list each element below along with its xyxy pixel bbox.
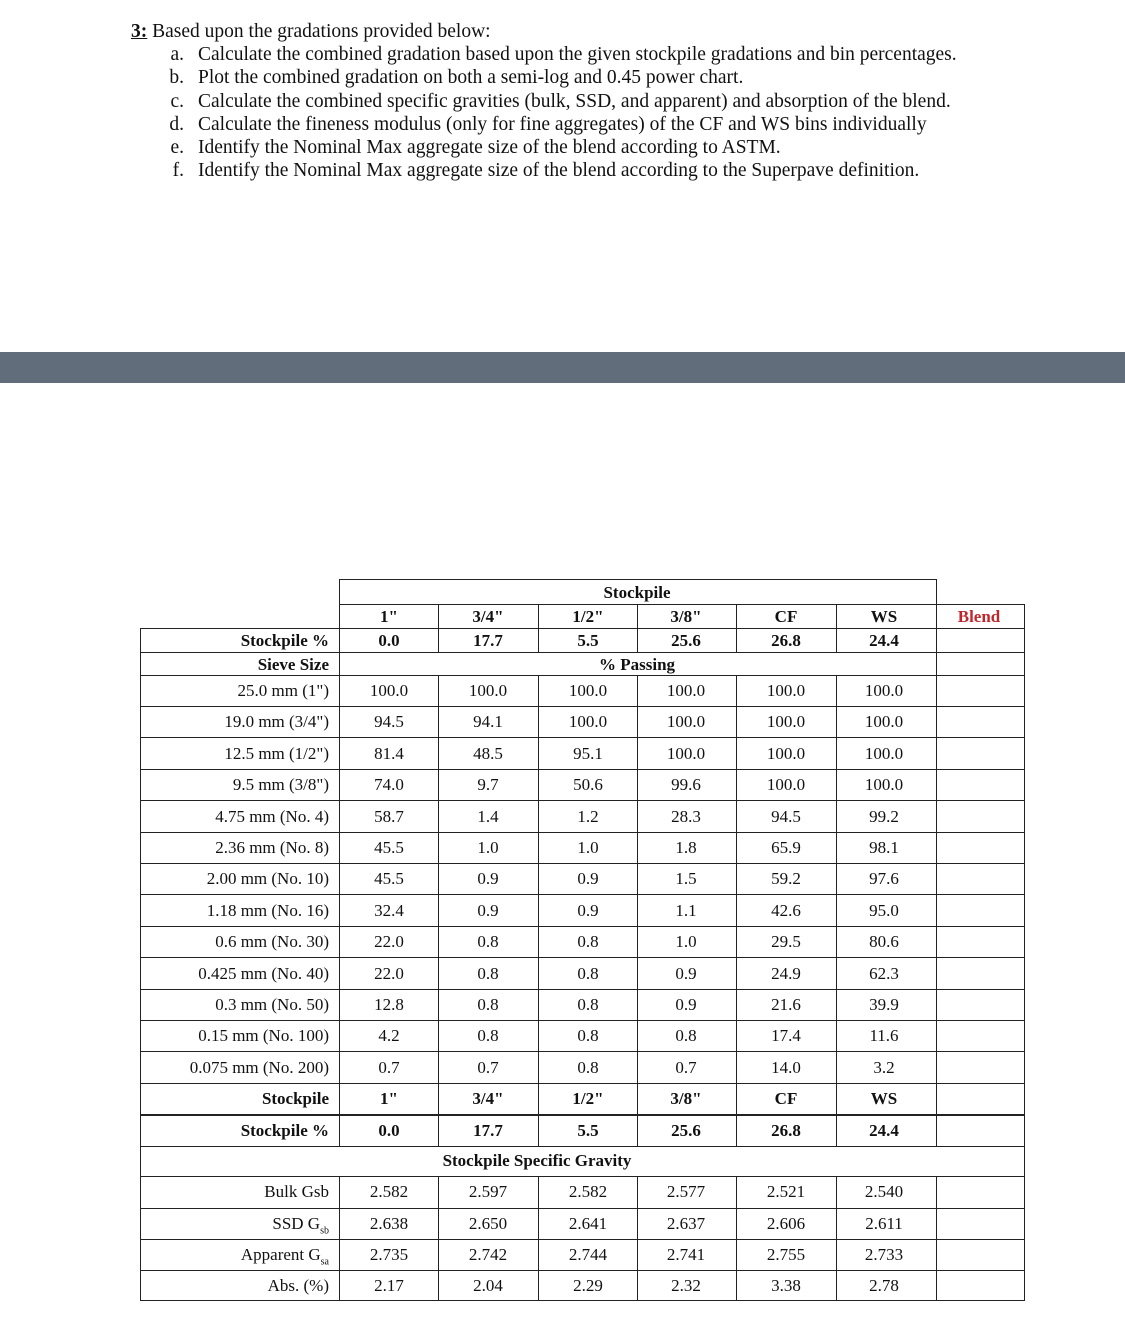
percent-passing-value: 100.0	[864, 712, 904, 731]
percent-passing-value: 0.7	[477, 1058, 499, 1077]
table-rule	[637, 1176, 638, 1301]
stockpile-group-header: Stockpile	[603, 583, 671, 602]
specific-gravity-label: Abs. (%)	[267, 1276, 329, 1295]
table-rule	[1024, 604, 1025, 1301]
table-rule	[339, 604, 1024, 605]
percent-passing-value: 1.5	[675, 869, 697, 888]
problem-number: 3:	[131, 21, 148, 42]
stockpile-percent: 5.5	[577, 1121, 599, 1140]
percent-passing-value: 4.2	[378, 1026, 400, 1045]
specific-gravity-value: 2.742	[468, 1245, 508, 1264]
table-rule	[140, 706, 1024, 707]
stockpile-name: 1"	[380, 1089, 398, 1108]
percent-passing-value: 0.9	[477, 869, 499, 888]
percent-passing-value: 100.0	[468, 681, 508, 700]
specific-gravity-value: 2.606	[766, 1214, 806, 1233]
percent-passing-value: 50.6	[573, 775, 603, 794]
stockpile-name: 3/4"	[472, 1089, 504, 1108]
percent-passing-value: 48.5	[473, 744, 503, 763]
percent-passing-value: 100.0	[666, 681, 706, 700]
percent-passing-value: 95.0	[869, 901, 899, 920]
specific-gravity-value: 2.733	[864, 1245, 904, 1264]
sieve-size: 0.3 mm (No. 50)	[215, 995, 329, 1014]
specific-gravity-value: 2.78	[869, 1276, 899, 1295]
percent-passing-value: 1.2	[577, 807, 599, 826]
percent-passing-value: 0.7	[378, 1058, 400, 1077]
table-rule	[140, 769, 1024, 770]
table-rule	[140, 737, 1024, 738]
specific-gravity-value: 2.641	[568, 1214, 608, 1233]
sieve-size: 0.15 mm (No. 100)	[198, 1026, 329, 1045]
percent-passing-value: 24.9	[771, 964, 801, 983]
table-rule	[140, 675, 1024, 676]
percent-passing-value: 95.1	[573, 744, 603, 763]
specific-gravity-value: 3.38	[771, 1276, 801, 1295]
stockpile-percent: 24.4	[869, 631, 899, 650]
table-rule	[140, 832, 1024, 833]
percent-passing-value: 12.8	[374, 995, 404, 1014]
sieve-size: 0.425 mm (No. 40)	[198, 964, 329, 983]
stockpile-percent: 25.6	[671, 631, 701, 650]
table-rule	[936, 579, 937, 1147]
stockpile-name-header: 1/2"	[572, 607, 604, 626]
percent-passing-value: 99.6	[671, 775, 701, 794]
blend-header: Blend	[957, 607, 1001, 626]
stockpile-label: Stockpile	[261, 1089, 329, 1108]
percent-passing-value: 0.7	[675, 1058, 697, 1077]
specific-gravity-value: 2.637	[666, 1214, 706, 1233]
percent-passing-value: 0.9	[675, 964, 697, 983]
sieve-size: 2.36 mm (No. 8)	[215, 838, 329, 857]
specific-gravity-value: 2.582	[369, 1182, 409, 1201]
percent-passing-value: 1.8	[675, 838, 697, 857]
specific-gravity-label: Apparent $G_{sa}$	[240, 1245, 329, 1268]
table-rule	[736, 604, 737, 652]
table-rule	[140, 628, 141, 1301]
stockpile-name: 1/2"	[572, 1089, 604, 1108]
percent-passing-value: 0.8	[477, 932, 499, 951]
table-rule	[140, 1083, 1024, 1084]
specific-gravity-value: 2.597	[468, 1182, 508, 1201]
problem-intro: Based upon the gradations provided below:	[152, 21, 491, 42]
specific-gravity-label: Bulk Gsb	[264, 1182, 329, 1201]
percent-passing-value: 100.0	[766, 712, 806, 731]
percent-passing-value: 22.0	[374, 964, 404, 983]
percent-passing-value: 45.5	[374, 869, 404, 888]
percent-passing-value: 14.0	[771, 1058, 801, 1077]
specific-gravity-value: 2.32	[671, 1276, 701, 1295]
table-rule	[736, 1176, 737, 1301]
specific-gravity-value: 2.650	[468, 1214, 508, 1233]
table-rule	[637, 675, 638, 1147]
percent-passing-value: 100.0	[864, 775, 904, 794]
percent-passing-value: 0.8	[675, 1026, 697, 1045]
percent-passing-value: 1.0	[577, 838, 599, 857]
percent-passing-value: 100.0	[766, 775, 806, 794]
percent-passing-value: 94.1	[473, 712, 503, 731]
table-rule	[438, 675, 439, 1147]
table-rule	[140, 1051, 1024, 1052]
table-rule	[140, 652, 1024, 653]
table-rule	[140, 989, 1024, 990]
table-rule	[140, 628, 1024, 629]
percent-passing-value: 74.0	[374, 775, 404, 794]
percent-passing-value: 100.0	[864, 744, 904, 763]
percent-passing-value: 1.0	[675, 932, 697, 951]
problem-item: d. Calculate the fineness modulus (only for fine aggregates) of the CF and WS bins individually	[169, 113, 927, 135]
percent-passing-value: 9.7	[477, 775, 499, 794]
problem-item: a. Calculate the combined gradation based upon the given stockpile gradations and bin percentages.	[170, 44, 957, 66]
table-rule	[339, 1176, 340, 1301]
percent-passing-value: 39.9	[869, 995, 899, 1014]
stockpile-name: WS	[870, 1089, 898, 1108]
sieve-size: 1.18 mm (No. 16)	[206, 901, 329, 920]
table-rule	[140, 800, 1024, 801]
percent-passing-value: 100.0	[369, 681, 409, 700]
percent-passing-value: 3.2	[873, 1058, 895, 1077]
specific-gravity-value: 2.638	[369, 1214, 409, 1233]
percent-passing-value: 80.6	[869, 932, 899, 951]
table-rule	[538, 675, 539, 1147]
percent-passing-value: 11.6	[869, 1026, 899, 1045]
specific-gravity-label: SSD $G_{sb}$	[272, 1214, 329, 1237]
sieve-size: 19.0 mm (3/4")	[224, 712, 329, 731]
specific-gravity-value: 2.735	[369, 1245, 409, 1264]
specific-gravity-value: 2.611	[865, 1214, 903, 1233]
table-rule	[140, 1300, 1024, 1301]
percent-passing-value: 62.3	[869, 964, 899, 983]
table-rule	[936, 1176, 937, 1301]
specific-gravity-value: 2.577	[666, 1182, 706, 1201]
table-rule	[140, 863, 1024, 864]
percent-passing-value: 0.8	[577, 932, 599, 951]
percent-passing-value: 0.8	[477, 995, 499, 1014]
sieve-size: 4.75 mm (No. 4)	[215, 807, 329, 826]
percent-passing-value: 100.0	[766, 681, 806, 700]
percent-passing-value: 100.0	[666, 712, 706, 731]
stockpile-percent: 17.7	[473, 1121, 503, 1140]
table-rule	[140, 1270, 1024, 1271]
percent-passing-value: 0.8	[477, 1026, 499, 1045]
problem-item: e. Identify the Nominal Max aggregate size of the blend according to ASTM.	[170, 137, 781, 159]
specific-gravity-value: 2.29	[573, 1276, 603, 1295]
table-rule	[140, 1115, 1024, 1116]
specific-gravity-value: 2.540	[864, 1182, 904, 1201]
stockpile-percent: 0.0	[378, 1121, 400, 1140]
table-rule	[736, 675, 737, 1147]
percent-passing-value: 100.0	[864, 681, 904, 700]
stockpile-percent: 25.6	[671, 1121, 701, 1140]
percent-passing-value: 97.6	[869, 869, 899, 888]
table-rule	[140, 1176, 1024, 1177]
stockpile-name: 3/8"	[670, 1089, 702, 1108]
stockpile-percent-label: Stockpile %	[240, 631, 329, 650]
stockpile-name-header: CF	[774, 607, 798, 626]
percent-passing-value: 58.7	[374, 807, 404, 826]
percent-passing-value: 100.0	[766, 744, 806, 763]
percent-passing-value: 0.8	[577, 964, 599, 983]
percent-passing-value: 0.9	[577, 869, 599, 888]
sieve-size: 0.6 mm (No. 30)	[215, 932, 329, 951]
sieve-size-label: Sieve Size	[257, 655, 329, 674]
table-rule	[836, 675, 837, 1147]
percent-passing-value: 32.4	[374, 901, 404, 920]
table-rule	[538, 1176, 539, 1301]
percent-passing-value: 0.8	[577, 995, 599, 1014]
table-rule	[140, 957, 1024, 958]
specific-gravity-value: 2.582	[568, 1182, 608, 1201]
percent-passing-value: 45.5	[374, 838, 404, 857]
sieve-size: 12.5 mm (1/2")	[224, 744, 329, 763]
table-rule	[836, 604, 837, 652]
percent-passing-value: 17.4	[771, 1026, 801, 1045]
percent-passing-value: 0.9	[477, 901, 499, 920]
specific-gravity-header: Stockpile Specific Gravity	[442, 1151, 632, 1170]
table-rule	[339, 579, 340, 1147]
percent-passing-value: 42.6	[771, 901, 801, 920]
stockpile-name-header: 3/4"	[472, 607, 504, 626]
stockpile-name-header: WS	[870, 607, 898, 626]
percent-passing-value: 0.9	[675, 995, 697, 1014]
percent-passing-value: 59.2	[771, 869, 801, 888]
specific-gravity-value: 2.741	[666, 1245, 706, 1264]
table-rule	[438, 1176, 439, 1301]
percent-passing-value: 0.8	[477, 964, 499, 983]
table-rule	[140, 1020, 1024, 1021]
percent-passing-value: 99.2	[869, 807, 899, 826]
sieve-size: 25.0 mm (1")	[237, 681, 329, 700]
percent-passing-value: 100.0	[568, 681, 608, 700]
table-rule	[339, 579, 936, 580]
percent-passing-value: 22.0	[374, 932, 404, 951]
stockpile-percent-label: Stockpile %	[240, 1121, 329, 1140]
stockpile-percent: 17.7	[473, 631, 503, 650]
table-rule	[637, 604, 638, 652]
percent-passing-value: 0.8	[577, 1058, 599, 1077]
stockpile-name: CF	[774, 1089, 798, 1108]
percent-passing-value: 100.0	[568, 712, 608, 731]
table-rule	[140, 894, 1024, 895]
table-rule	[140, 1146, 1024, 1147]
sieve-size: 2.00 mm (No. 10)	[206, 869, 329, 888]
specific-gravity-value: 2.17	[374, 1276, 404, 1295]
table-rule	[140, 1208, 1024, 1209]
percent-passing-label: % Passing	[598, 655, 676, 674]
sieve-size: 0.075 mm (No. 200)	[189, 1058, 329, 1077]
table-rule	[438, 604, 439, 652]
percent-passing-value: 1.4	[477, 807, 499, 826]
table-rule	[836, 1176, 837, 1301]
percent-passing-value: 100.0	[666, 744, 706, 763]
problem-item: f. Identify the Nominal Max aggregate size of the blend according to the Superpave definition.	[172, 160, 920, 182]
percent-passing-value: 65.9	[771, 838, 801, 857]
specific-gravity-value: 2.755	[766, 1245, 806, 1264]
percent-passing-value: 1.1	[675, 901, 697, 920]
percent-passing-value: 81.4	[374, 744, 404, 763]
problem-item: b. Plot the combined gradation on both a semi-log and 0.45 power chart.	[169, 67, 744, 89]
stockpile-name-header: 3/8"	[670, 607, 702, 626]
percent-passing-value: 94.5	[771, 807, 801, 826]
percent-passing-value: 29.5	[771, 932, 801, 951]
table-rule	[140, 926, 1024, 927]
specific-gravity-value: 2.521	[766, 1182, 806, 1201]
table-rule	[140, 1239, 1024, 1240]
stockpile-percent: 5.5	[577, 631, 599, 650]
table-rule	[538, 604, 539, 652]
percent-passing-value: 21.6	[771, 995, 801, 1014]
problem-item: c. Calculate the combined specific gravities (bulk, SSD, and apparent) and absorption of the blend.	[170, 90, 951, 112]
percent-passing-value: 0.8	[577, 1026, 599, 1045]
sieve-size: 9.5 mm (3/8")	[232, 775, 329, 794]
specific-gravity-value: 2.04	[473, 1276, 503, 1295]
stockpile-percent: 26.8	[771, 1121, 801, 1140]
percent-passing-value: 0.9	[577, 901, 599, 920]
stockpile-percent: 0.0	[378, 631, 400, 650]
percent-passing-value: 28.3	[671, 807, 701, 826]
specific-gravity-value: 2.744	[568, 1245, 608, 1264]
percent-passing-value: 98.1	[869, 838, 899, 857]
stockpile-percent: 26.8	[771, 631, 801, 650]
percent-passing-value: 1.0	[477, 838, 499, 857]
stockpile-percent: 24.4	[869, 1121, 899, 1140]
percent-passing-value: 94.5	[374, 712, 404, 731]
stockpile-name-header: 1"	[380, 607, 398, 626]
